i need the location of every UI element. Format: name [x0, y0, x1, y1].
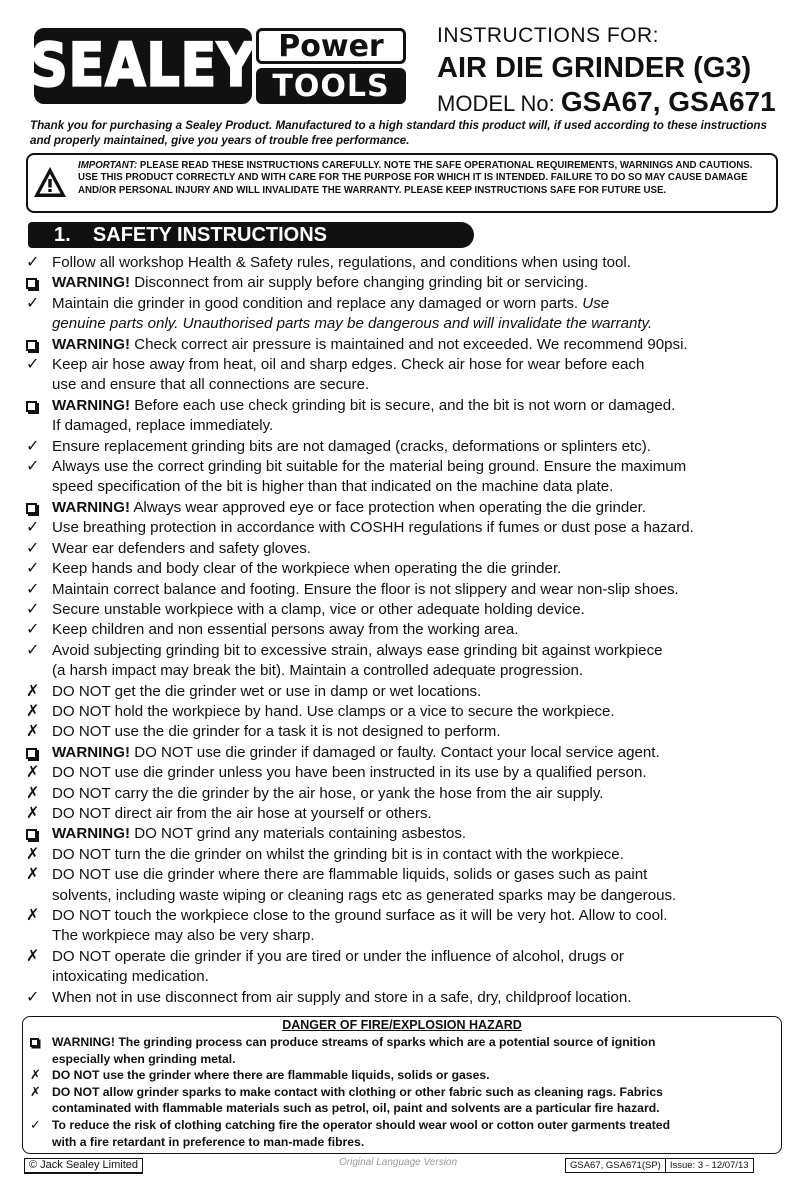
important-body: PLEASE READ THESE INSTRUCTIONS CAREFULLY. NOTE THE SAFE OPERATIONAL REQUIREMENTS, WARNINGS AND CAUTIONS. USE THIS PRODUCT CORRECTLY AND WITH CARE FOR THE PURPOSE FOR WHICH IT IS INTENDED. FAILURE TO DO SO MAY CAUSE DAMAGE AND/OR PERSONAL INJURY AND WILL INVALIDATE THE WARRANTY. PLEASE KEEP INSTRUCTIONS SAFE FOR FUTURE USE. — [78, 160, 753, 196]
safety-item — [24, 824, 804, 844]
safety-item-text: solvents, including waste wiping or cleaning rags etc as generated sparks may be dangerous. — [52, 886, 677, 904]
safety-item-text: DO NOT hold the workpiece by hand. Use clamps or a vice to secure the workpiece. — [52, 702, 615, 720]
cross-icon: ✗ — [30, 1083, 41, 1099]
check-icon: ✓ — [30, 1116, 41, 1132]
check-icon: ✓ — [26, 254, 40, 271]
cross-icon: ✗ — [26, 845, 40, 863]
fire-hazard-list — [30, 1034, 780, 1150]
model-line — [437, 86, 776, 118]
tools-logo: TOOLS — [256, 68, 406, 104]
intro-text: Thank you for purchasing a Sealey Product. Manufactured to a high standard this product will, if used according to these instructions and properly maintained, give you years of trouble free performance. — [30, 119, 767, 147]
safety-item — [24, 641, 804, 682]
safety-item — [24, 355, 804, 396]
warning-triangle-icon — [32, 164, 68, 200]
safety-item-italic: Use — [582, 294, 610, 312]
safety-item — [24, 743, 804, 763]
cross-icon: ✗ — [26, 723, 40, 741]
language-note: Original Language Version — [339, 1157, 458, 1168]
safety-item-text: (a harsh impact may break the bit). Maintain a controlled adequate progression. — [52, 662, 584, 680]
document-reference — [565, 1158, 754, 1173]
check-icon: ✓ — [26, 294, 40, 312]
warning-box-icon — [26, 824, 48, 846]
check-icon: ✓ — [26, 580, 40, 598]
safety-item — [24, 784, 804, 804]
section-header — [28, 222, 474, 248]
safety-item-text: DO NOT use die grinder unless you have been instructed in its use by a qualified person. — [52, 764, 647, 782]
safety-item — [24, 294, 804, 335]
safety-item — [24, 253, 804, 273]
fire-hazard-text: with a fire retardant in preference to man-made fibres. — [52, 1134, 365, 1149]
safety-item-text: If damaged, replace immediately. — [52, 417, 274, 435]
safety-item-text: Always wear approved eye or face protection when operating the die grinder. — [133, 498, 647, 516]
check-icon: ✓ — [26, 519, 40, 537]
check-icon: ✓ — [26, 600, 40, 618]
safety-item — [24, 580, 804, 600]
warning-label: WARNING! — [52, 498, 130, 516]
safety-item-text: Follow all workshop Health & Safety rules, regulations, and conditions when using tool. — [52, 254, 631, 271]
safety-item — [24, 988, 804, 1008]
warning-box-icon — [26, 743, 48, 765]
safety-item-text: Avoid subjecting grinding bit to excessive strain, always ease grinding bit against workpiece — [52, 641, 663, 659]
safety-item — [24, 620, 804, 640]
cross-icon: ✗ — [26, 682, 40, 700]
sealey-logo: SEALEY — [34, 28, 252, 104]
warning-label: WARNING! — [52, 335, 130, 353]
warning-label: WARNING! — [52, 743, 130, 761]
fire-hazard-item — [30, 1034, 780, 1067]
check-icon: ✓ — [26, 356, 40, 374]
warning-box-icon — [26, 498, 48, 520]
cross-icon: ✗ — [26, 947, 40, 965]
fire-hazard-item — [30, 1067, 780, 1084]
cross-icon: ✗ — [26, 804, 40, 822]
fire-hazard-item — [30, 1084, 780, 1117]
safety-item-text: Keep air hose away from heat, oil and sharp edges. Check air hose for wear before each — [52, 356, 645, 374]
fire-hazard-title: DANGER OF FIRE/EXPLOSION HAZARD — [282, 1018, 522, 1032]
section-number: 1. — [54, 224, 71, 246]
model-label: MODEL No: — [437, 91, 555, 116]
cross-icon: ✗ — [30, 1067, 41, 1083]
safety-item-text: Wear ear defenders and safety gloves. — [52, 539, 311, 557]
safety-item — [24, 865, 804, 906]
important-notice-text — [78, 160, 774, 197]
safety-item-text: genuine parts only. Unauthorised parts may be dangerous and will invalidate the warranty. — [52, 315, 653, 333]
safety-item — [24, 600, 804, 620]
fire-hazard-text: DO NOT use the grinder where there are flammable liquids, solids or gases. — [52, 1068, 490, 1083]
product-title: AIR DIE GRINDER (G3) — [437, 52, 752, 84]
safety-item-text: When not in use disconnect from air supply and store in a safe, dry, childproof location. — [52, 988, 632, 1006]
safety-item-text: DO NOT use the die grinder for a task it is not designed to perform. — [52, 723, 501, 741]
cross-icon: ✗ — [26, 784, 40, 802]
safety-item — [24, 273, 804, 293]
safety-item-text: Before each use check grinding bit is secure, and the bit is not worn or damaged. — [134, 396, 676, 414]
safety-item-text: DO NOT turn the die grinder on whilst the grinding bit is in contact with the workpiece. — [52, 845, 624, 863]
warning-label: WARNING! — [52, 396, 130, 414]
fire-hazard-item — [30, 1117, 780, 1150]
cross-icon: ✗ — [26, 907, 40, 924]
warning-box-icon — [26, 335, 48, 357]
cross-icon: ✗ — [26, 866, 40, 884]
section-title: SAFETY INSTRUCTIONS — [92, 224, 328, 246]
safety-item — [24, 457, 804, 498]
safety-item-text: Maintain die grinder in good condition and replace any damaged or worn parts. — [52, 294, 579, 312]
cross-icon: ✗ — [26, 764, 40, 782]
check-icon: ✓ — [26, 641, 40, 659]
safety-item — [24, 947, 804, 988]
safety-item — [24, 702, 804, 722]
safety-item — [24, 682, 804, 702]
fire-hazard-text: contaminated with flammable materials such as petrol, oil, paint and solvents are a particular fire hazard. — [52, 1101, 660, 1116]
power-logo: Power — [256, 28, 406, 64]
safety-item-text: DO NOT get the die grinder wet or use in damp or wet locations. — [52, 682, 482, 700]
safety-item — [24, 763, 804, 783]
safety-item-text: Use breathing protection in accordance with COSHH regulations if fumes or dust pose a hazard. — [52, 519, 694, 537]
safety-item-text: DO NOT direct air from the air hose at yourself or others. — [52, 804, 432, 822]
safety-item-text: Disconnect from air supply before changing grinding bit or servicing. — [134, 274, 589, 292]
safety-item-text: Keep children and non essential persons away from the working area. — [52, 621, 519, 639]
issue-date: Issue: 3 - 12/07/13 — [665, 1159, 753, 1172]
safety-item — [24, 804, 804, 824]
warning-box-icon — [30, 1034, 52, 1052]
safety-item-text: Always use the correct grinding bit suitable for the material being ground. Ensure the maximum — [52, 458, 687, 476]
safety-item-text: DO NOT touch the workpiece close to the ground surface as it will be very hot. Allow to cool. — [52, 907, 668, 924]
safety-item — [24, 437, 804, 457]
safety-item-text: Check correct air pressure is maintained and not exceeded. We recommend 90psi. — [134, 335, 688, 353]
fire-hazard-text: DO NOT allow grinder sparks to make contact with clothing or other fabric such as cleaning rags. Fabrics — [52, 1084, 663, 1099]
warning-label: WARNING! — [52, 274, 130, 292]
fire-hazard-text: WARNING! The grinding process can produce streams of sparks which are a potential source of ignition — [52, 1035, 656, 1049]
fire-hazard-text: especially when grinding metal. — [52, 1051, 236, 1066]
safety-item-text: Secure unstable workpiece with a clamp, vice or other adequate holding device. — [52, 600, 585, 618]
cross-icon: ✗ — [26, 702, 40, 720]
safety-item-text: DO NOT carry the die grinder by the air hose, or yank the hose from the air supply. — [52, 784, 604, 802]
safety-item — [24, 845, 804, 865]
safety-item-text: Maintain correct balance and footing. Ensure the floor is not slippery and wear non-slip shoes. — [52, 580, 679, 598]
safety-item — [24, 518, 804, 538]
safety-item-text: Keep hands and body clear of the workpiece when operating the die grinder. — [52, 560, 562, 578]
safety-instructions-list — [24, 253, 804, 1008]
copyright: © Jack Sealey Limited — [24, 1158, 143, 1174]
check-icon: ✓ — [26, 560, 40, 578]
warning-box-icon — [26, 273, 48, 295]
safety-item — [24, 498, 804, 518]
warning-box-icon — [26, 396, 48, 418]
safety-item — [24, 722, 804, 742]
safety-item — [24, 559, 804, 579]
safety-item — [24, 396, 804, 437]
safety-item — [24, 539, 804, 559]
important-label: IMPORTANT: — [78, 160, 138, 171]
safety-item-text: DO NOT grind any materials containing asbestos. — [134, 825, 467, 843]
instructions-for-label: INSTRUCTIONS FOR: — [437, 24, 659, 47]
safety-item-text: Ensure replacement grinding bits are not damaged (cracks, deformations or splinters etc). — [52, 437, 652, 455]
safety-item-text: DO NOT use die grinder where there are flammable liquids, solids or gases such as paint — [52, 866, 648, 884]
safety-item — [24, 335, 804, 355]
check-icon: ✓ — [26, 988, 40, 1006]
fire-hazard-text: To reduce the risk of clothing catching fire the operator should wear wool or cotton outer garments treated — [52, 1117, 671, 1132]
safety-item-text: speed specification of the bit is higher than that indicated on the machine data plate. — [52, 478, 614, 496]
safety-item-text: intoxicating medication. — [52, 968, 209, 986]
safety-item-text: DO NOT use die grinder if damaged or faulty. Contact your local service agent. — [134, 743, 660, 761]
warning-label: WARNING! — [52, 825, 130, 843]
model-reference: GSA67, GSA671(SP) — [570, 1160, 661, 1171]
check-icon: ✓ — [26, 621, 40, 639]
safety-item — [24, 906, 804, 947]
check-icon: ✓ — [26, 437, 40, 455]
check-icon: ✓ — [26, 539, 40, 557]
check-icon: ✓ — [26, 458, 40, 476]
safety-item-text: DO NOT operate die grinder if you are tired or under the influence of alcohol, drugs or — [52, 947, 624, 965]
safety-item-text: use and ensure that all connections are secure. — [52, 376, 370, 394]
safety-item-text: The workpiece may also be very sharp. — [52, 927, 315, 945]
model-numbers: GSA67, GSA671 — [560, 86, 776, 117]
